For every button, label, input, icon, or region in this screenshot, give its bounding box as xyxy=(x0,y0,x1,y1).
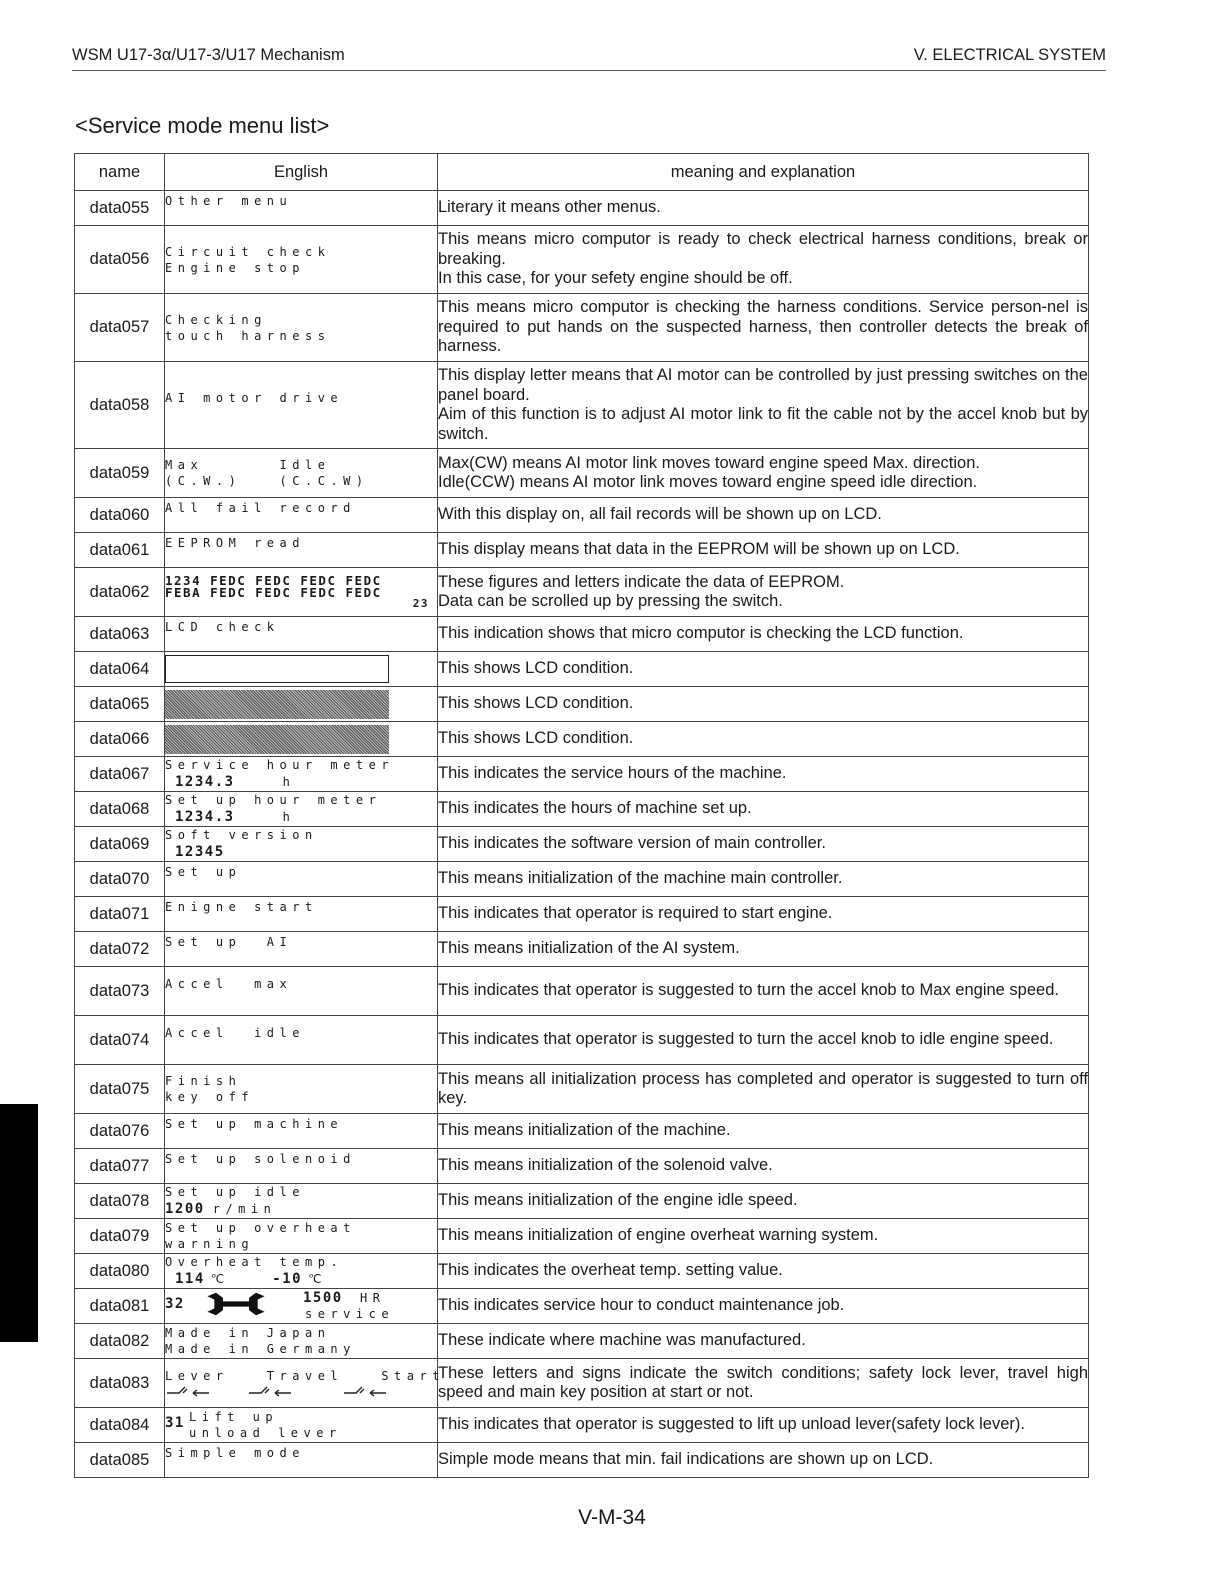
table-row xyxy=(75,687,1089,722)
row-name: data060 xyxy=(75,498,165,533)
meaning-line: These indicate where machine was manufactured. xyxy=(438,1331,806,1350)
row-meaning xyxy=(438,1149,1089,1184)
meaning-line: Aim of this function is to adjust AI motor link to fit the cable not by the accel knob but by switch. xyxy=(438,405,1088,443)
row-meaning xyxy=(438,449,1089,498)
row-name: data063 xyxy=(75,617,165,652)
table-row xyxy=(75,1254,1089,1289)
lcd-text-line-1: Finish xyxy=(165,1074,242,1088)
row-meaning xyxy=(438,757,1089,792)
row-meaning xyxy=(438,1254,1089,1289)
lcd-text-line-2: Engine stop xyxy=(165,260,305,275)
meaning-line: This indicates the hours of machine set up. xyxy=(438,799,752,818)
lcd-service-reminder xyxy=(165,1290,437,1322)
row-name: data070 xyxy=(75,862,165,897)
table-row xyxy=(75,498,1089,533)
meaning-line: This display letter means that AI motor can be controlled by just pressing switches on the panel board. xyxy=(438,366,1088,404)
row-name: data083 xyxy=(75,1359,165,1408)
lcd-text-line-1: Simple mode xyxy=(165,1446,305,1460)
column-header-name: name xyxy=(75,154,165,191)
lcd-text-line-2: warning xyxy=(165,1237,255,1251)
lcd-segment-line-1: 1234 FEDC FEDC FEDC FEDC xyxy=(165,573,382,588)
table-header-row xyxy=(75,154,1089,191)
row-name: data073 xyxy=(75,967,165,1016)
row-meaning xyxy=(438,191,1089,226)
lcd-idle-unit: r/min xyxy=(212,1202,277,1216)
row-meaning xyxy=(438,226,1089,294)
table-row xyxy=(75,1114,1089,1149)
lcd-text-line-2: key off xyxy=(165,1090,255,1104)
row-lcd-display xyxy=(165,362,438,449)
row-lcd-display xyxy=(165,498,438,533)
meaning-line: This indication shows that micro computor is checking the LCD function. xyxy=(438,624,964,643)
switch-arrow-icon xyxy=(247,1385,295,1397)
column-header-meaning: meaning and explanation xyxy=(438,154,1089,191)
lcd-text-line-1: Service hour meter xyxy=(165,758,395,772)
table-row xyxy=(75,1149,1089,1184)
row-meaning xyxy=(438,617,1089,652)
row-meaning xyxy=(438,1184,1089,1219)
meaning-line: Literary it means other menus. xyxy=(438,198,661,217)
lcd-text-line-1: Set up AI xyxy=(165,935,293,949)
lcd-switch-icons xyxy=(165,1384,437,1398)
table-row xyxy=(75,1359,1089,1408)
lcd-text-line-2: (C.W.) (C.C.W) xyxy=(165,474,369,488)
row-name: data081 xyxy=(75,1289,165,1324)
row-name: data072 xyxy=(75,932,165,967)
lcd-text-line-1: Lift up xyxy=(189,1410,279,1424)
meaning-line: This indicates the service hours of the machine. xyxy=(438,764,787,783)
table-row xyxy=(75,362,1089,449)
lcd-text-line-1: EEPROM read xyxy=(165,536,305,550)
meaning-line: This indicates that operator is suggested to turn the accel knob to Max engine speed. xyxy=(438,981,1059,1000)
lcd-text-line-1: Enigne start xyxy=(165,900,318,914)
row-name: data064 xyxy=(75,652,165,687)
meaning-line: This shows LCD condition. xyxy=(438,694,634,713)
table-row xyxy=(75,191,1089,226)
row-lcd-display xyxy=(165,1443,438,1478)
table-row xyxy=(75,722,1089,757)
row-meaning xyxy=(438,722,1089,757)
lcd-text-line-2: Made in Germany xyxy=(165,1342,356,1356)
row-lcd-display xyxy=(165,617,438,652)
meaning-line: This means micro computor is ready to check electrical harness conditions, break or breaking. xyxy=(438,230,1088,268)
lcd-value-line xyxy=(165,1200,437,1218)
lcd-lift-display xyxy=(165,1409,437,1441)
lcd-lift-code: 31 xyxy=(165,1415,185,1431)
row-lcd-display xyxy=(165,1016,438,1065)
row-meaning xyxy=(438,1114,1089,1149)
row-meaning xyxy=(438,1443,1089,1478)
lcd-service-hours: 1500 xyxy=(303,1290,343,1306)
table-row xyxy=(75,932,1089,967)
row-lcd-display xyxy=(165,862,438,897)
row-name: data075 xyxy=(75,1065,165,1114)
row-meaning xyxy=(438,897,1089,932)
table-row xyxy=(75,792,1089,827)
row-lcd-display xyxy=(165,757,438,792)
lcd-value-line xyxy=(165,1270,437,1288)
meaning-line: This indicates that operator is required to start engine. xyxy=(438,904,833,923)
lcd-text-line-1: Overheat temp. xyxy=(165,1255,344,1269)
table-row xyxy=(75,226,1089,294)
page-title: <Service mode menu list> xyxy=(75,113,330,138)
table-row xyxy=(75,1324,1089,1359)
running-header xyxy=(72,46,1106,71)
table-row xyxy=(75,1408,1089,1443)
row-name: data084 xyxy=(75,1408,165,1443)
row-lcd-display xyxy=(165,932,438,967)
row-meaning xyxy=(438,362,1089,449)
row-meaning xyxy=(438,498,1089,533)
row-lcd-display xyxy=(165,226,438,294)
row-name: data076 xyxy=(75,1114,165,1149)
table-row xyxy=(75,1443,1089,1478)
switch-arrow-icon xyxy=(165,1385,213,1397)
table-row xyxy=(75,449,1089,498)
meaning-line: This means all initialization process has completed and operator is suggested to turn off key. xyxy=(438,1069,1088,1107)
lcd-text-line-1: Set up machine xyxy=(165,1117,344,1131)
table-row xyxy=(75,568,1089,617)
lcd-text-line-2: unload lever xyxy=(189,1426,342,1440)
lcd-temp-unit: ℃ xyxy=(308,1272,322,1286)
meaning-line: Data can be scrolled up by pressing the switch. xyxy=(438,592,783,610)
row-name: data068 xyxy=(75,792,165,827)
lcd-idle-value: 1200 xyxy=(165,1201,205,1217)
table-row xyxy=(75,1016,1089,1065)
meaning-line: Idle(CCW) means AI motor link moves toward engine speed idle direction. xyxy=(438,473,978,491)
row-meaning xyxy=(438,862,1089,897)
row-lcd-display xyxy=(165,967,438,1016)
table-row xyxy=(75,1289,1089,1324)
table-row xyxy=(75,757,1089,792)
row-meaning xyxy=(438,1016,1089,1065)
table-row xyxy=(75,967,1089,1016)
row-lcd-display xyxy=(165,1149,438,1184)
row-name: data079 xyxy=(75,1219,165,1254)
lcd-temp-low: -10 xyxy=(272,1271,303,1287)
meaning-line: This means initialization of the AI system. xyxy=(438,939,740,958)
row-name: data080 xyxy=(75,1254,165,1289)
table-row xyxy=(75,652,1089,687)
row-meaning xyxy=(438,827,1089,862)
lcd-text-line-1: Circuit check xyxy=(165,244,331,259)
lcd-text-line-1: Checking xyxy=(165,312,267,327)
lcd-service-count: 32 xyxy=(165,1296,185,1312)
meaning-line: These figures and letters indicate the data of EEPROM. xyxy=(438,572,845,591)
table-row xyxy=(75,533,1089,568)
row-meaning xyxy=(438,792,1089,827)
row-lcd-display xyxy=(165,1114,438,1149)
lcd-segment-line-2: FEBA FEDC FEDC FEDC FEDC xyxy=(165,585,382,600)
lcd-text-line-1: Accel max xyxy=(165,977,293,991)
header-manual-title: WSM U17-3α/U17-3/U17 Mechanism xyxy=(72,46,345,64)
row-name: data074 xyxy=(75,1016,165,1065)
meaning-line: This shows LCD condition. xyxy=(438,659,634,678)
lcd-value-line xyxy=(165,843,437,861)
lcd-text-line-1: Set up idle xyxy=(165,1185,305,1199)
lcd-text-line-1: All fail record xyxy=(165,501,356,515)
lcd-text-line-2: touch harness xyxy=(165,328,331,343)
column-header-english: English xyxy=(165,154,438,191)
lcd-temp-unit: ℃ xyxy=(210,1272,225,1286)
row-meaning xyxy=(438,687,1089,722)
lcd-service-unit: HR xyxy=(360,1291,386,1305)
lcd-text-line-1: Set up hour meter xyxy=(165,793,382,807)
row-lcd-display xyxy=(165,1359,445,1408)
row-name: data085 xyxy=(75,1443,165,1478)
row-name: data062 xyxy=(75,568,165,617)
row-name: data071 xyxy=(75,897,165,932)
row-lcd-display xyxy=(165,533,438,568)
row-lcd-display xyxy=(165,827,438,862)
table-row xyxy=(75,294,1089,362)
meaning-line: This means initialization of the engine idle speed. xyxy=(438,1191,798,1210)
row-lcd-display xyxy=(165,1254,438,1289)
row-name: data067 xyxy=(75,757,165,792)
meaning-line: Max(CW) means AI motor link moves toward engine speed Max. direction. xyxy=(438,453,980,472)
row-lcd-display xyxy=(165,1184,438,1219)
lcd-hour-unit: h xyxy=(282,810,296,824)
row-meaning xyxy=(438,1324,1089,1359)
row-meaning xyxy=(438,568,1089,617)
lcd-service-label: service xyxy=(305,1307,395,1321)
row-meaning xyxy=(438,967,1089,1016)
lcd-text-line-1: Soft version xyxy=(165,828,318,842)
lcd-segment-line-3: 23 xyxy=(412,597,429,610)
meaning-line: This means micro computor is checking the harness conditions. Service person-nel is required to put hands on the suspected harness, then controller detects the break of harness. xyxy=(438,298,1088,356)
row-name: data065 xyxy=(75,687,165,722)
table-row xyxy=(75,1065,1089,1114)
row-meaning xyxy=(438,1219,1089,1254)
row-lcd-display xyxy=(165,687,438,722)
meaning-line: This means initialization of the machine main controller. xyxy=(438,869,843,888)
lcd-text-line-1: Accel idle xyxy=(165,1026,305,1040)
row-name: data056 xyxy=(75,226,165,294)
lcd-text-line-1: Set up solenoid xyxy=(165,1152,356,1166)
service-menu-table xyxy=(74,153,1089,1478)
lcd-hour-value: 1234.3 xyxy=(175,809,235,825)
row-lcd-display xyxy=(165,1408,438,1443)
lcd-hour-value: 1234.3 xyxy=(175,774,235,790)
table-row xyxy=(75,827,1089,862)
row-name: data061 xyxy=(75,533,165,568)
row-lcd-display xyxy=(165,191,438,226)
lcd-version-value: 12345 xyxy=(175,844,225,860)
meaning-line: This means initialization of engine overheat warning system. xyxy=(438,1226,879,1245)
table-row xyxy=(75,1219,1089,1254)
lcd-full-pattern xyxy=(165,690,389,719)
row-name: data069 xyxy=(75,827,165,862)
lcd-text-line-1: Set up overheat xyxy=(165,1221,356,1235)
row-name: data058 xyxy=(75,362,165,449)
page-number: V-M-34 xyxy=(578,1506,646,1529)
section-thumb-tab xyxy=(0,1104,38,1342)
wrench-icon xyxy=(201,1291,271,1317)
row-lcd-display xyxy=(165,792,438,827)
row-name: data082 xyxy=(75,1324,165,1359)
row-meaning xyxy=(438,652,1089,687)
row-lcd-display xyxy=(165,568,438,617)
lcd-value-line xyxy=(165,773,437,791)
table-body xyxy=(75,191,1089,1478)
lcd-text-line-1: AI motor drive xyxy=(165,391,344,405)
meaning-line: This indicates that operator is suggested to lift up unload lever(safety lock lever). xyxy=(438,1415,1025,1434)
meaning-line: This indicates service hour to conduct maintenance job. xyxy=(438,1296,845,1315)
meaning-line: This indicates that operator is suggested to turn the accel knob to idle engine speed. xyxy=(438,1030,1054,1049)
lcd-text-line-1: Other menu xyxy=(165,194,293,208)
row-name: data066 xyxy=(75,722,165,757)
lcd-text-line-1: Made in Japan xyxy=(165,1326,331,1340)
switch-arrow-icon xyxy=(342,1385,390,1397)
row-lcd-display xyxy=(165,1289,438,1324)
meaning-line: These letters and signs indicate the switch conditions; safety lock lever, travel high speed and main key position at start or not. xyxy=(438,1363,1088,1401)
meaning-line: This means initialization of the machine. xyxy=(438,1121,731,1140)
lcd-full-pattern xyxy=(165,725,389,754)
row-meaning xyxy=(438,1408,1089,1443)
row-lcd-display xyxy=(165,1065,438,1114)
table-row xyxy=(75,1184,1089,1219)
meaning-line: This shows LCD condition. xyxy=(438,729,634,748)
row-lcd-display xyxy=(165,294,438,362)
row-lcd-display xyxy=(165,1219,438,1254)
lcd-blank-pattern xyxy=(165,655,389,683)
meaning-line: This means initialization of the solenoid valve. xyxy=(438,1156,773,1175)
meaning-line: With this display on, all fail records will be shown up on LCD. xyxy=(438,505,882,524)
lcd-temp-high: 114 xyxy=(175,1271,205,1287)
lcd-text-line-1: Lever Travel Start xyxy=(165,1369,445,1383)
row-name: data055 xyxy=(75,191,165,226)
row-name: data059 xyxy=(75,449,165,498)
lcd-value-line xyxy=(165,808,437,826)
row-name: data057 xyxy=(75,294,165,362)
table-row xyxy=(75,617,1089,652)
table-row xyxy=(75,862,1089,897)
row-lcd-display xyxy=(165,652,438,687)
lcd-hour-unit: h xyxy=(282,775,296,789)
meaning-line: This indicates the overheat temp. setting value. xyxy=(438,1261,783,1280)
meaning-line: Simple mode means that min. fail indications are shown up on LCD. xyxy=(438,1450,934,1469)
table-row xyxy=(75,897,1089,932)
row-meaning xyxy=(438,1065,1089,1114)
header-section-title: V. ELECTRICAL SYSTEM xyxy=(913,46,1106,64)
lcd-text-line-1: LCD check xyxy=(165,620,280,634)
meaning-line: This indicates the software version of main controller. xyxy=(438,834,826,853)
row-meaning xyxy=(438,533,1089,568)
row-meaning xyxy=(438,294,1089,362)
lcd-text-line-1: Max Idle xyxy=(165,458,331,472)
meaning-line: In this case, for your sefety engine should be off. xyxy=(438,269,793,288)
row-meaning xyxy=(438,1359,1089,1408)
row-lcd-display xyxy=(165,449,438,498)
row-lcd-display xyxy=(165,1324,438,1359)
row-lcd-display xyxy=(165,897,438,932)
row-lcd-display xyxy=(165,722,438,757)
row-meaning xyxy=(438,932,1089,967)
meaning-line: This display means that data in the EEPROM will be shown up on LCD. xyxy=(438,540,960,559)
lcd-text-line-1: Set up xyxy=(165,865,242,879)
row-meaning xyxy=(438,1289,1089,1324)
row-name: data077 xyxy=(75,1149,165,1184)
row-name: data078 xyxy=(75,1184,165,1219)
